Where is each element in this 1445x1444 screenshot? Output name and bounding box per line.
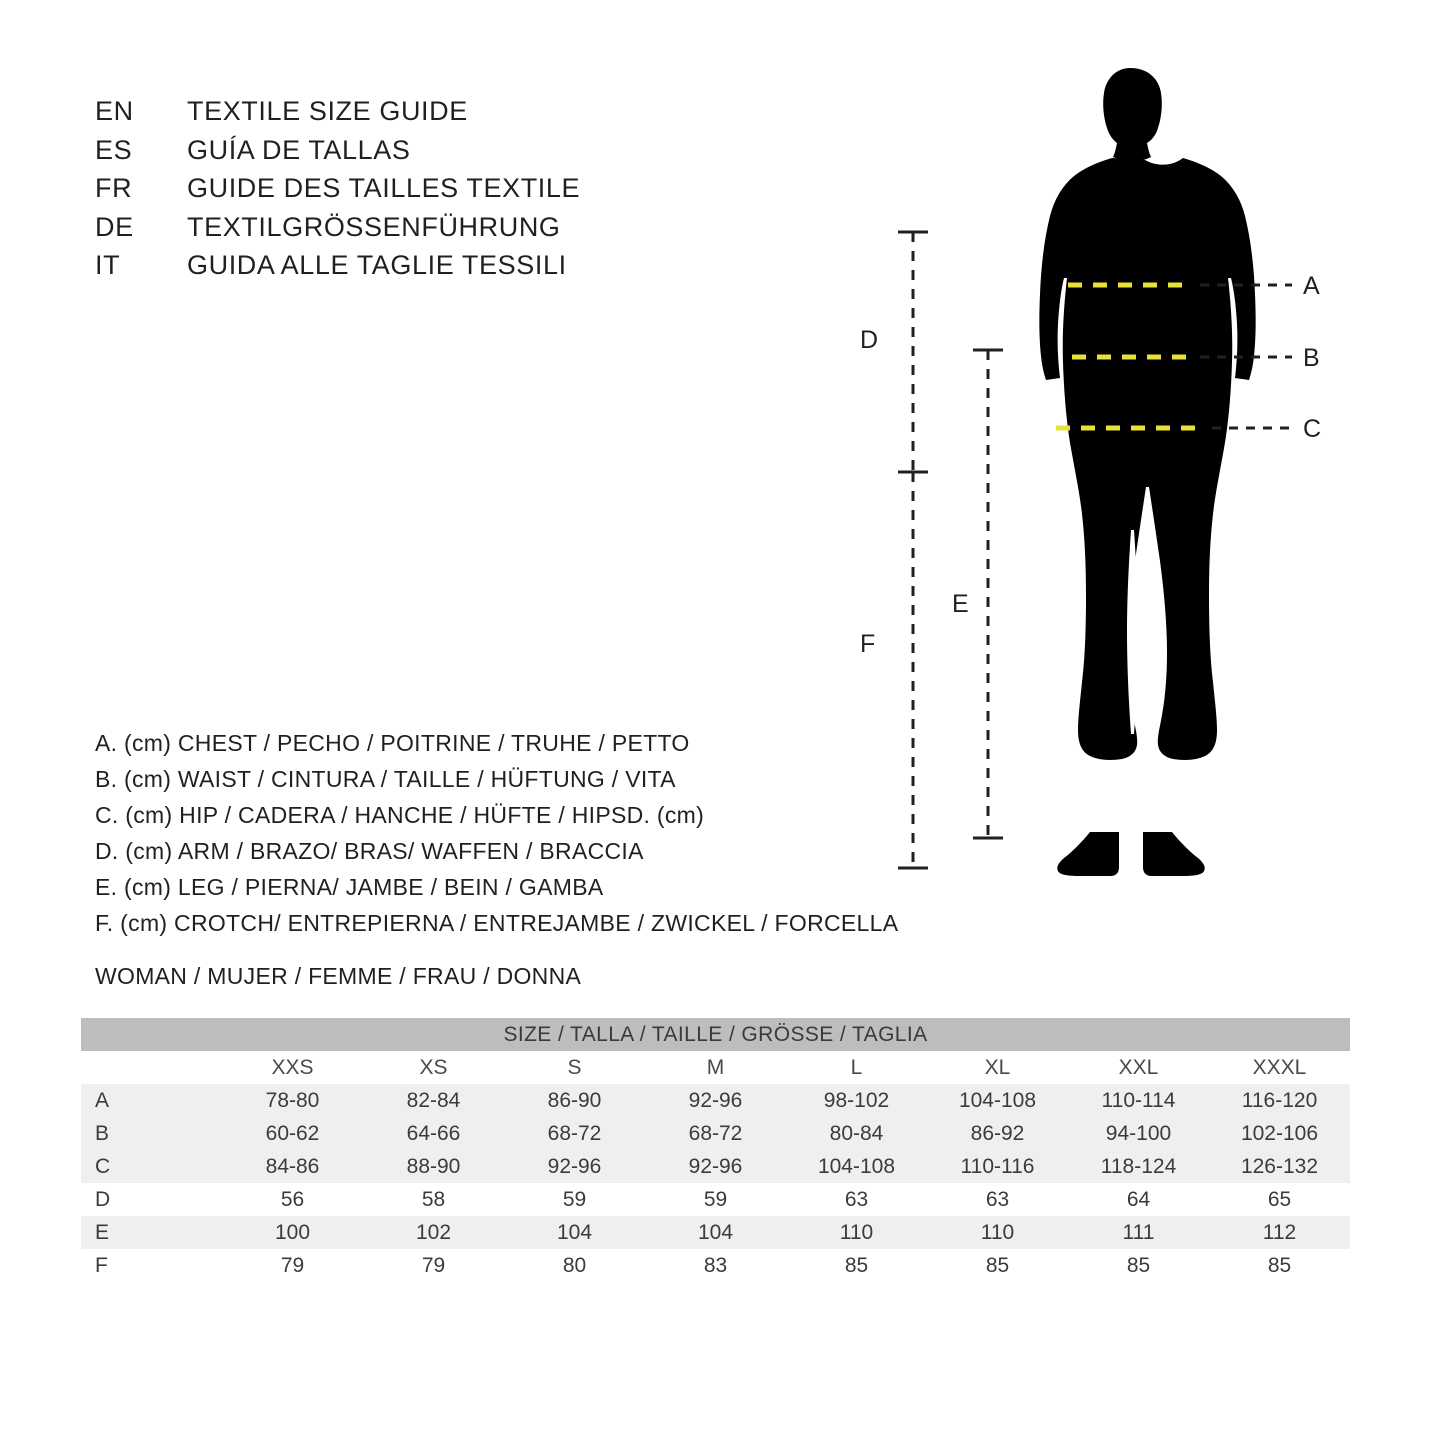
size-table-wrapper xyxy=(81,1018,1350,1282)
table-row xyxy=(81,1117,1350,1150)
cell-c-xxl: 118-124 xyxy=(1068,1150,1209,1183)
cell-f-l: 85 xyxy=(786,1249,927,1282)
title-text-de: TEXTILGRÖSSENFÜHRUNG xyxy=(187,211,561,242)
cell-b-xxl: 94-100 xyxy=(1068,1117,1209,1150)
title-row-de xyxy=(95,208,815,247)
cell-f-xs: 79 xyxy=(363,1249,504,1282)
cell-c-xs: 88-90 xyxy=(363,1150,504,1183)
table-row xyxy=(81,1249,1350,1282)
dimension-label-f: F xyxy=(860,630,876,658)
row-label-c: C xyxy=(81,1150,222,1183)
cell-b-m: 68-72 xyxy=(645,1117,786,1150)
cell-a-s: 86-90 xyxy=(504,1084,645,1117)
title-lang-es: ES xyxy=(95,134,133,165)
cell-d-m: 59 xyxy=(645,1183,786,1216)
title-row-it xyxy=(95,246,815,285)
cell-e-xxxl: 112 xyxy=(1209,1216,1350,1249)
cell-c-xl: 110-116 xyxy=(927,1150,1068,1183)
table-row xyxy=(81,1084,1350,1117)
cell-b-xxxl: 102-106 xyxy=(1209,1117,1350,1150)
legend-item-e: E. (cm) LEG / PIERNA/ JAMBE / BEIN / GAMBA xyxy=(95,874,604,900)
size-table xyxy=(81,1018,1350,1282)
cell-e-xxl: 111 xyxy=(1068,1216,1209,1249)
dimension-label-e: E xyxy=(952,590,969,618)
cell-b-s: 68-72 xyxy=(504,1117,645,1150)
cell-e-xs: 102 xyxy=(363,1216,504,1249)
marker-label-a: A xyxy=(1303,272,1320,300)
legend-item-f: F. (cm) CROTCH/ ENTREPIERNA / ENTREJAMBE / ZWICKEL / FORCELLA xyxy=(95,910,899,936)
title-text-fr: GUIDE DES TAILLES TEXTILE xyxy=(187,173,581,203)
cell-d-xxl: 64 xyxy=(1068,1183,1209,1216)
gender-label: WOMAN / MUJER / FEMME / FRAU / DONNA xyxy=(95,963,582,989)
cell-a-xl: 104-108 xyxy=(927,1084,1068,1117)
cell-f-m: 83 xyxy=(645,1249,786,1282)
cell-d-s: 59 xyxy=(504,1183,645,1216)
cell-c-s: 92-96 xyxy=(504,1150,645,1183)
title-text-it: GUIDA ALLE TAGLIE TESSILI xyxy=(187,250,567,280)
marker-label-b: B xyxy=(1303,344,1320,372)
cell-a-l: 98-102 xyxy=(786,1084,927,1117)
title-row-es xyxy=(95,131,815,170)
table-corner-cell xyxy=(81,1051,222,1084)
table-row xyxy=(81,1216,1350,1249)
title-lang-it: IT xyxy=(95,250,121,280)
title-text-es: GUÍA DE TALLAS xyxy=(187,134,411,165)
cell-b-l: 80-84 xyxy=(786,1117,927,1150)
size-header-xxs: XXS xyxy=(222,1051,363,1084)
cell-e-m: 104 xyxy=(645,1216,786,1249)
cell-b-xs: 64-66 xyxy=(363,1117,504,1150)
size-header-xl: XL xyxy=(927,1051,1068,1084)
dimension-d xyxy=(898,232,928,472)
cell-c-m: 92-96 xyxy=(645,1150,786,1183)
table-row xyxy=(81,1183,1350,1216)
cell-f-xl: 85 xyxy=(927,1249,1068,1282)
cell-b-xl: 86-92 xyxy=(927,1117,1068,1150)
cell-e-l: 110 xyxy=(786,1216,927,1249)
legend-item-a: A. (cm) CHEST / PECHO / POITRINE / TRUHE / PETTO xyxy=(95,730,690,756)
cell-e-xl: 110 xyxy=(927,1216,1068,1249)
cell-f-s: 80 xyxy=(504,1249,645,1282)
table-header-title: SIZE / TALLA / TAILLE / GRÖSSE / TAGLIA xyxy=(81,1018,1350,1051)
row-label-e: E xyxy=(81,1216,222,1249)
table-row xyxy=(81,1150,1350,1183)
legend-item-c: C. (cm) HIP / CADERA / HANCHE / HÜFTE / HIPSD. (cm) xyxy=(95,802,705,828)
cell-a-xxxl: 116-120 xyxy=(1209,1084,1350,1117)
cell-d-xxs: 56 xyxy=(222,1183,363,1216)
title-row-en xyxy=(95,92,815,131)
cell-f-xxl: 85 xyxy=(1068,1249,1209,1282)
woman-silhouette xyxy=(1039,68,1255,876)
size-header-xxl: XXL xyxy=(1068,1051,1209,1084)
dimension-label-d: D xyxy=(860,326,879,354)
title-lang-en: EN xyxy=(95,96,134,126)
cell-a-m: 92-96 xyxy=(645,1084,786,1117)
cell-e-s: 104 xyxy=(504,1216,645,1249)
cell-f-xxxl: 85 xyxy=(1209,1249,1350,1282)
cell-e-xxs: 100 xyxy=(222,1216,363,1249)
cell-a-xxs: 78-80 xyxy=(222,1084,363,1117)
cell-b-xxs: 60-62 xyxy=(222,1117,363,1150)
legend-block xyxy=(95,725,925,941)
cell-c-xxs: 84-86 xyxy=(222,1150,363,1183)
cell-c-l: 104-108 xyxy=(786,1150,927,1183)
title-lang-de: DE xyxy=(95,211,134,242)
title-block xyxy=(95,92,815,285)
marker-label-c: C xyxy=(1303,415,1322,443)
row-label-b: B xyxy=(81,1117,222,1150)
size-header-s: S xyxy=(504,1051,645,1084)
row-label-d: D xyxy=(81,1183,222,1216)
cell-d-l: 63 xyxy=(786,1183,927,1216)
cell-a-xs: 82-84 xyxy=(363,1084,504,1117)
legend-item-b: B. (cm) WAIST / CINTURA / TAILLE / HÜFTUNG / VITA xyxy=(95,766,676,792)
cell-c-xxxl: 126-132 xyxy=(1209,1150,1350,1183)
table-header-row xyxy=(81,1018,1350,1051)
size-header-xxxl: XXXL xyxy=(1209,1051,1350,1084)
table-sizes-row xyxy=(81,1051,1350,1084)
row-label-f: F xyxy=(81,1249,222,1282)
row-label-a: A xyxy=(81,1084,222,1117)
size-header-l: L xyxy=(786,1051,927,1084)
cell-d-xxxl: 65 xyxy=(1209,1183,1350,1216)
cell-d-xl: 63 xyxy=(927,1183,1068,1216)
title-text-en: TEXTILE SIZE GUIDE xyxy=(187,96,468,126)
size-header-m: M xyxy=(645,1051,786,1084)
cell-f-xxs: 79 xyxy=(222,1249,363,1282)
legend-item-d: D. (cm) ARM / BRAZO/ BRAS/ WAFFEN / BRACCIA xyxy=(95,838,644,864)
size-header-xs: XS xyxy=(363,1051,504,1084)
title-lang-fr: FR xyxy=(95,173,133,203)
cell-d-xs: 58 xyxy=(363,1183,504,1216)
dimension-e xyxy=(973,350,1003,838)
cell-a-xxl: 110-114 xyxy=(1068,1084,1209,1117)
title-row-fr xyxy=(95,169,815,208)
